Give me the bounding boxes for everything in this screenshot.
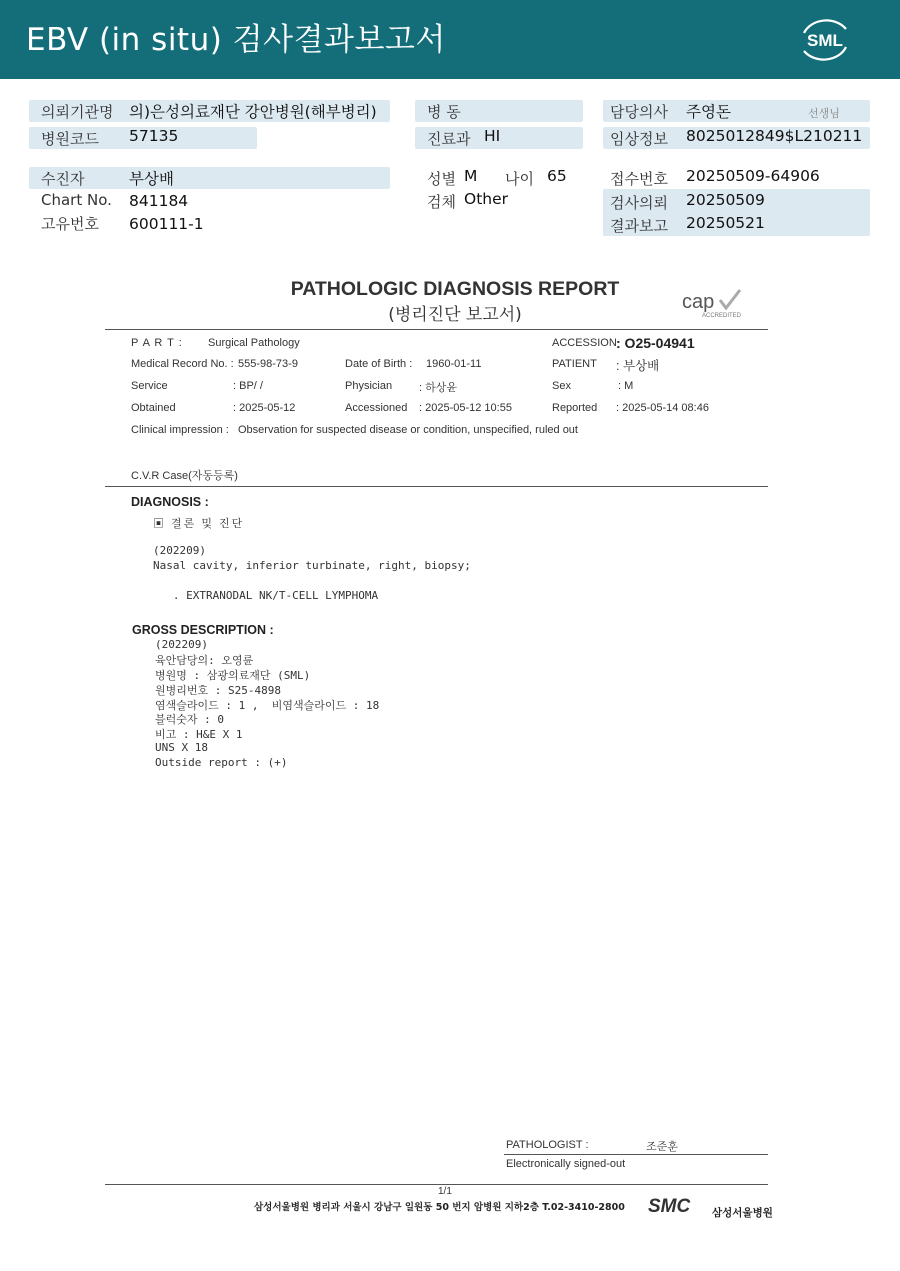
pathologist-label: PATHOLOGIST : bbox=[506, 1139, 589, 1151]
uid-value: 600111-1 bbox=[129, 215, 204, 233]
diagnosis-section-label: ▣ 결론 및 진단 bbox=[153, 518, 245, 530]
hospital-code-label: 병원코드 bbox=[41, 130, 99, 148]
hospital-code-value: 57135 bbox=[129, 127, 179, 145]
gross-line: 원병리번호 : S25-4898 bbox=[155, 684, 281, 697]
request-value: 20250509 bbox=[686, 191, 765, 209]
accessioned-value: : 2025-05-12 10:55 bbox=[419, 402, 512, 414]
reported-label: Reported bbox=[552, 402, 598, 414]
institution-label: 의뢰기관명 bbox=[41, 103, 114, 121]
sex-value: M bbox=[464, 167, 478, 185]
accession-label: ACCESSION bbox=[552, 337, 617, 349]
sml-logo-icon bbox=[796, 13, 854, 65]
physician-value: : 하상윤 bbox=[419, 382, 457, 394]
doctor-value: 주영돈 bbox=[686, 103, 731, 121]
institution-value: 의)은성의료재단 강안병원(해부병리) bbox=[129, 103, 377, 121]
gross-line: (202209) bbox=[155, 638, 208, 651]
gross-line: 병원명 : 삼광의료재단 (SML) bbox=[155, 669, 311, 682]
mrn-label: Medical Record No. : bbox=[131, 358, 234, 370]
report-top-rule bbox=[105, 329, 768, 330]
page-number: 1/1 bbox=[438, 1186, 452, 1197]
accession-value: : O25-04941 bbox=[616, 335, 695, 351]
accessioned-label: Accessioned bbox=[345, 402, 408, 414]
pathology-report-subtitle: (병리진단 보고서) bbox=[388, 305, 522, 325]
age-label: 나이 bbox=[505, 170, 534, 188]
dept-value: HI bbox=[484, 127, 501, 145]
diagnosis-line: Nasal cavity, inferior turbinate, right, biopsy; bbox=[153, 559, 471, 572]
age-value: 65 bbox=[547, 167, 567, 185]
mrn-value: 555-98-73-9 bbox=[238, 358, 298, 370]
dob-value: 1960-01-11 bbox=[426, 358, 482, 370]
report-patient-value: : 부상배 bbox=[616, 359, 660, 373]
part-value: Surgical Pathology bbox=[208, 337, 300, 349]
obtained-label: Obtained bbox=[131, 402, 176, 414]
uid-label: 고유번호 bbox=[41, 215, 99, 233]
chart-label: Chart No. bbox=[41, 191, 112, 209]
signed-out: Electronically signed-out bbox=[506, 1158, 626, 1170]
clinical-value: 8025012849$L210211 bbox=[686, 127, 863, 145]
smc-logo-icon: SMC bbox=[648, 1196, 691, 1217]
sex-label: 성별 bbox=[427, 170, 456, 188]
cap-text: cap bbox=[682, 291, 715, 313]
header-band bbox=[0, 0, 900, 79]
cvr-case: C.V.R Case(자동등록) bbox=[131, 470, 238, 482]
report-sex-value: : M bbox=[618, 380, 634, 392]
footer-rule bbox=[105, 1184, 768, 1185]
clinical-label: 임상정보 bbox=[610, 130, 668, 148]
obtained-value: : 2025-05-12 bbox=[233, 402, 296, 414]
receipt-value: 20250509-64906 bbox=[686, 167, 820, 185]
pathologist-rule bbox=[504, 1154, 768, 1155]
diagnosis-heading: DIAGNOSIS : bbox=[131, 495, 209, 509]
gross-line: Outside report : (+) bbox=[155, 756, 288, 769]
report-patient-label: PATIENT bbox=[552, 358, 597, 370]
doctor-honorific: 선생님 bbox=[808, 107, 840, 120]
dob-label: Date of Birth : bbox=[345, 358, 413, 370]
report-mid-rule bbox=[105, 486, 768, 487]
dept-label: 진료과 bbox=[427, 130, 471, 148]
request-label: 검사의뢰 bbox=[610, 194, 668, 212]
pathologist-value: 조준훈 bbox=[646, 1141, 678, 1153]
service-label: Service bbox=[131, 380, 168, 392]
gross-line: 염색슬라이드 : 1 , 비염색슬라이드 : 18 bbox=[155, 699, 380, 712]
footer-address: 삼성서울병원 병리과 서울시 강남구 일원동 50 번지 암병원 지하2층 T.02-3410-2800 bbox=[254, 1202, 625, 1213]
specimen-value: Other bbox=[464, 190, 509, 208]
gross-line: 비고 : H&E X 1 bbox=[155, 728, 243, 741]
svg-text:SML: SML bbox=[807, 31, 843, 50]
ward-label: 병 동 bbox=[427, 103, 461, 121]
report-title: EBV (in situ) 검사결과보고서 bbox=[26, 22, 446, 58]
service-value: : BP/ / bbox=[233, 380, 263, 392]
cap-sub-text: ACCREDITED bbox=[702, 313, 742, 319]
specimen-label: 검체 bbox=[427, 193, 456, 211]
gross-line: UNS X 18 bbox=[155, 741, 208, 754]
receipt-label: 접수번호 bbox=[610, 170, 668, 188]
clinical-impression-value: Observation for suspected disease or condition, unspecified, ruled out bbox=[238, 424, 578, 436]
gross-line: 육안담당의: 오영륜 bbox=[155, 654, 254, 667]
diagnosis-line: . EXTRANODAL NK/T-CELL LYMPHOMA bbox=[153, 589, 379, 602]
result-value: 20250521 bbox=[686, 214, 765, 232]
gross-heading: GROSS DESCRIPTION : bbox=[132, 623, 274, 637]
report-sex-label: Sex bbox=[552, 380, 571, 392]
patient-value: 부상배 bbox=[129, 170, 174, 188]
footer-hospital-name: 삼성서울병원 bbox=[712, 1207, 773, 1219]
reported-value: : 2025-05-14 08:46 bbox=[616, 402, 709, 414]
diagnosis-line: (202209) bbox=[153, 544, 206, 557]
result-label: 결과보고 bbox=[610, 217, 668, 235]
cap-accredited-logo-icon bbox=[678, 286, 748, 322]
chart-value: 841184 bbox=[129, 192, 189, 210]
pathology-report-title: PATHOLOGIC DIAGNOSIS REPORT bbox=[290, 278, 620, 300]
patient-label: 수진자 bbox=[41, 170, 85, 188]
clinical-impression-label: Clinical impression : bbox=[131, 424, 229, 436]
physician-label: Physician bbox=[345, 380, 393, 392]
gross-line: 블럭숫자 : 0 bbox=[155, 713, 224, 726]
part-label: P A R T : bbox=[131, 337, 183, 349]
doctor-label: 담당의사 bbox=[610, 103, 668, 121]
